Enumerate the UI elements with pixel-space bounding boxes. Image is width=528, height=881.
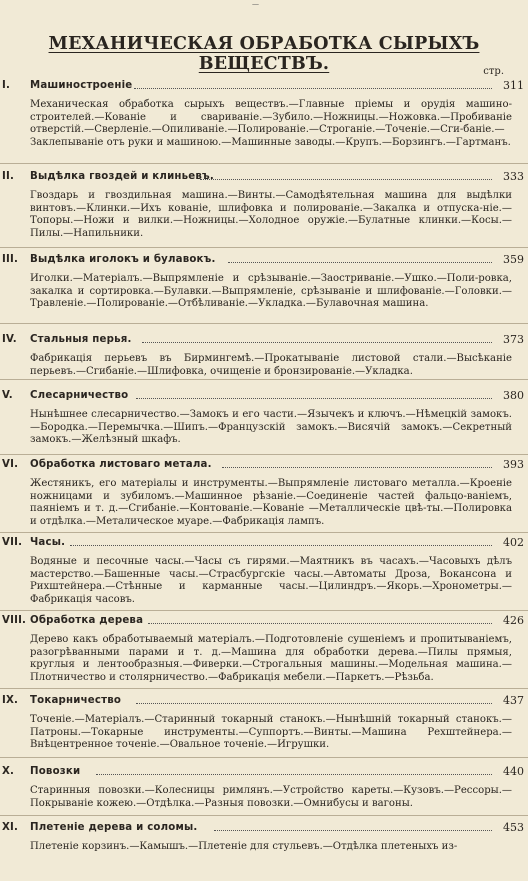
section-contents: Иголки.—Матеріалъ.—Выпрямленіе и срѣзываніе.—Заостриваніе.—Ушко.—Поли-ровка, закалка и сортировка.—Булавки.—Выпрямленіе, срѣзываніе и шлифованіе.—Головки.—Травленіе.—Полированіе.—Отбѣливаніе.—Укладка.—Булавочная машина. [30, 273, 512, 310]
section-title: Слесарничество [30, 390, 129, 401]
leader-dots [228, 262, 492, 263]
toc-section-11 [0, 822, 528, 854]
section-contents: Точеніе.—Матеріалъ.—Старинный токарный станокъ.—Нынѣшній токарный станокъ.—Патроны.—Токарные инструменты.—Суппортъ.—Винты.—Машина Рехштейнера.—Внѣцентренное точеніе.—Овальное точеніе.—Игрушки. [30, 714, 512, 751]
leader-dots [222, 467, 492, 468]
section-page-number: 426 [503, 614, 524, 627]
section-number: XI. [2, 822, 19, 833]
section-heading [0, 80, 528, 95]
section-heading [0, 766, 528, 781]
page-column-label: стр. [483, 66, 504, 77]
toc-section-2 [0, 171, 528, 240]
section-heading [0, 171, 528, 186]
divider [0, 757, 528, 758]
section-number: II. [2, 171, 15, 182]
leader-dots [70, 545, 492, 546]
section-number: III. [2, 254, 19, 265]
section-number: V. [2, 390, 13, 401]
divider [0, 454, 528, 455]
section-number: VI. [2, 459, 19, 470]
section-heading [0, 254, 528, 269]
section-title: Обработка дерева [30, 615, 144, 626]
section-number: X. [2, 766, 15, 777]
section-heading [0, 390, 528, 405]
divider [0, 323, 528, 324]
section-page-number: 453 [503, 821, 524, 834]
leader-dots [148, 623, 492, 624]
section-number: IX. [2, 695, 19, 706]
section-title: Машиностроеніе [30, 80, 133, 91]
section-contents: Нынѣшнее слесарничество.—Замокъ и его части.—Язычекъ и ключъ.—Нѣмецкій замокъ.—Бородка.—Перемычка.—Шипъ.—Французскій замокъ.—Висячій замокъ.—Секретный замокъ.—Желѣзный шкафъ. [30, 409, 512, 446]
divider [0, 610, 528, 611]
section-number: VIII. [2, 615, 27, 626]
section-contents: Жестяникъ, его матеріалы и инструменты.—Выпрямленіе листоваго металла.—Кроеніе ножницами и зубиломъ.—Машинное рѣзаніе.—Соединеніе частей фальцо-ваніемъ, паяніемъ и т. д.—Сгибаніе.—Контованіе.—Кованіе —Металлическіе цвѣ-ты.—Полировка и отдѣлка.—Металическое муаре.—Фабрикація лампъ. [30, 478, 512, 527]
section-page-number: 402 [503, 536, 524, 549]
section-contents: Фабрикація перьевъ въ Бирмингемѣ.—Прокатываніе листовой стали.—Высѣканіе перьевъ.—Сгибаніе.—Шлифовка, очищеніе и бронзированіе.—Укладка. [30, 353, 512, 377]
section-page-number: 380 [503, 389, 524, 402]
section-contents: Дерево какъ обработываемый матеріалъ.—Подготовленіе сушеніемъ и пропитываніемъ, разогрѣванными парами и т. д.—Машина для обработки дерева.—Пилы прямыя, круглыя и лентообразныя.—Фиверки.—Строгальныя машины.—Модельная машина.—Плотничество и столярничество.—Фабрикація мебели.—Паркетъ.—Рѣзьба. [30, 634, 512, 683]
section-number: VII. [2, 537, 23, 548]
leader-dots [214, 830, 492, 831]
section-contents: Водяные и песочные часы.—Часы съ гирями.—Маятникъ въ часахъ.—Часовыхъ дѣлъ мастерство.—Башенные часы.—Страсбургскіе часы.—Автоматы Дроза, Вокансона и Рихштейнера.—Стѣнные и карманные часы.—Цилиндръ.—Якорь.—Хронометры.—Фабрикація часовъ. [30, 556, 512, 605]
section-title: Плетеніе дерева и соломы. [30, 822, 198, 833]
section-number: I. [2, 80, 11, 91]
section-page-number: 393 [503, 458, 524, 471]
divider [0, 379, 528, 380]
divider [0, 815, 528, 816]
section-title: Обработка листоваго метала. [30, 459, 212, 470]
section-title: Выдѣлка гвоздей и клиньевъ. [30, 171, 214, 182]
section-number: IV. [2, 334, 17, 345]
section-heading [0, 334, 528, 349]
section-title: Токарничество [30, 695, 122, 706]
section-contents: Старинныя повозки.—Колесницы римлянъ.—Устройство кареты.—Кузовъ.—Рессоры.—Покрываніе кожею.—Отдѣлка.—Разныя повозки.—Омнибусы и вагоны. [30, 785, 512, 809]
section-page-number: 359 [503, 253, 524, 266]
toc-section-7 [0, 537, 528, 606]
section-heading [0, 459, 528, 474]
toc-section-3 [0, 254, 528, 311]
section-heading [0, 537, 528, 552]
leader-dots [96, 774, 492, 775]
toc-section-6 [0, 459, 528, 528]
section-title: Стальныя перья. [30, 334, 132, 345]
section-page-number: 333 [503, 170, 524, 183]
divider [0, 688, 528, 689]
toc-section-10 [0, 766, 528, 810]
section-contents: Механическая обработка сырыхъ веществъ.—Главные пріемы и орудія машино-строителей.—Кованіе и свариваніе.—Зубило.—Ножницы.—Ножовка.—Пробиваніе отверстій.—Сверленіе.—Опиливаніе.—Полированіе.—Строганіе.—Точеніе.—Сги-баніе.—Заклепываніе отъ руки и машиною.—Машинные заводы.—Крупъ.—Борзингъ.—Гартманъ. [30, 99, 512, 148]
toc-section-8 [0, 615, 528, 684]
section-page-number: 437 [503, 694, 524, 707]
leader-dots [200, 179, 492, 180]
section-title: Повозки [30, 766, 81, 777]
toc-section-9 [0, 695, 528, 752]
leader-dots [136, 703, 492, 704]
section-contents: Плетеніе корзинъ.—Камышъ.—Плетеніе для стульевъ.—Отдѣлка плетеныхъ из- [30, 841, 458, 852]
toc-section-4 [0, 334, 528, 378]
section-page-number: 440 [503, 765, 524, 778]
toc-section-5 [0, 390, 528, 447]
leader-dots [142, 342, 492, 343]
leader-dots [134, 88, 492, 89]
page-title: МЕХАНИЧЕСКАЯ ОБРАБОТКА СЫРЫХЪ ВЕЩЕСТВЪ. [48, 34, 480, 74]
leader-dots [136, 398, 492, 399]
divider [0, 163, 528, 164]
divider [0, 247, 528, 248]
section-heading [0, 695, 528, 710]
section-contents: Гвоздарь и гвоздильная машина.—Винты.—Самодѣятельная машина для выдѣлки винтовъ.—Клинки.—Ихъ кованіе, шлифовка и полированіе.—Закалка и отпуска-ніе.—Топоры.—Ножи и вилки.—Ножницы.—Холодное оружіе.—Булатные клинки.—Косы.—Пилы.—Напильники. [30, 190, 512, 239]
section-page-number: 311 [503, 79, 524, 92]
section-title: Выдѣлка иголокъ и булавокъ. [30, 254, 216, 265]
toc-section-1 [0, 80, 528, 149]
top-page-mark: — [252, 0, 259, 8]
divider [0, 532, 528, 533]
section-heading [0, 822, 528, 837]
section-title: Часы. [30, 537, 66, 548]
section-page-number: 373 [503, 333, 524, 346]
section-heading [0, 615, 528, 630]
